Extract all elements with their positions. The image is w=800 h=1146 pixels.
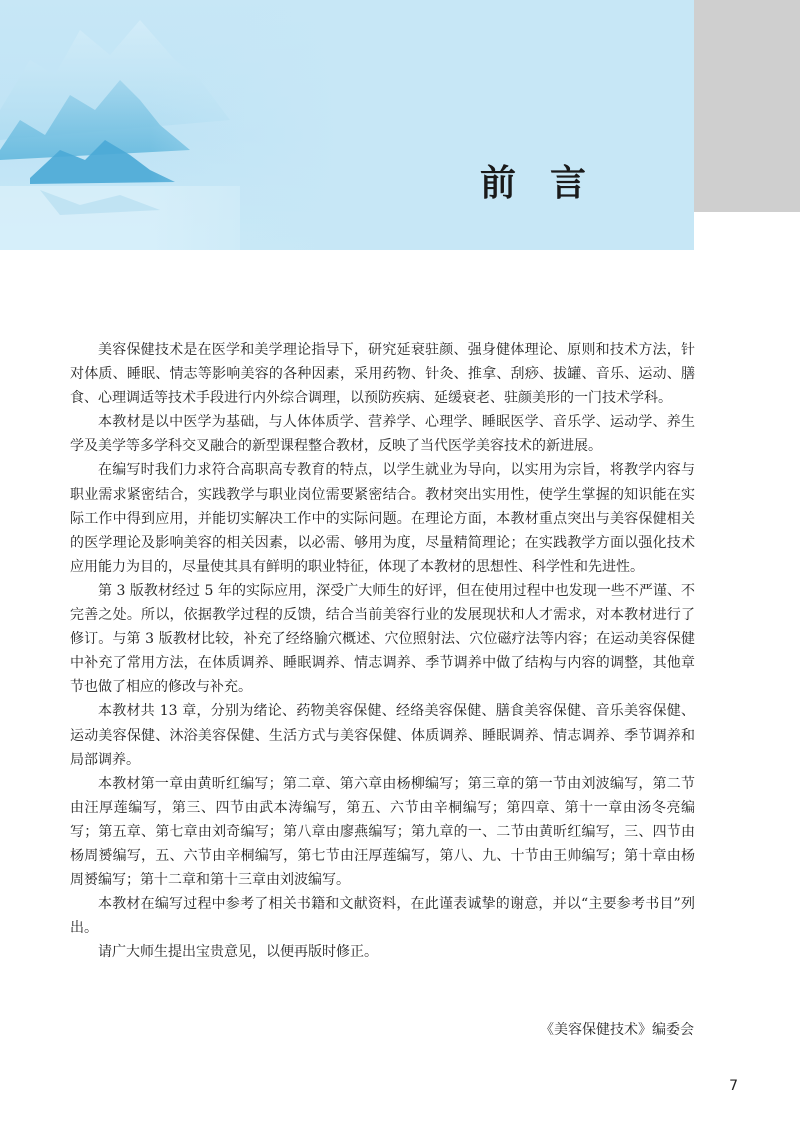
paragraph: 第 3 版教材经过 5 年的实际应用，深受广大师生的好评，但在使用过程中也发现一些不严谨、不完善之处。所以，依据教学过程的反馈，结合当前美容行业的发展现状和人才需求，对本教材进行了修订。与第 3 版教材比较，补充了经络腧穴概述、穴位照射法、穴位磁疗法等内容；在运动美容保健中补充了常用方法，在体质调养、睡眠调养、情志调养、季节调养中做了结构与内容的调整，其他章节也做了相应的修改与补充。 bbox=[70, 582, 695, 696]
paragraph: 本教材第一章由黄昕红编写；第二章、第六章由杨柳编写；第三章的第一节由刘波编写，第二节由汪厚莲编写，第三、四节由武本涛编写，第五、六节由辛桐编写；第四章、第十一章由汤冬亮编写；第五章、第七章由刘奇编写；第八章由廖燕编写；第九章的一、二节由黄昕红编写，三、四节由杨周赟编写，五、六节由辛桐编写，第七节由汪厚莲编写，第八、九、十节由王帅编写；第十章由杨周赟编写；第十二章和第十三章由刘波编写。 bbox=[70, 775, 695, 889]
header-banner bbox=[0, 0, 694, 250]
page-number: 7 bbox=[729, 1078, 738, 1094]
paragraph: 本教材在编写过程中参考了相关书籍和文献资料，在此谨表诚挚的谢意，并以“主要参考书目”列出。 bbox=[70, 896, 695, 937]
page-title: 前言 bbox=[480, 162, 621, 204]
paragraph: 本教材是以中医学为基础，与人体体质学、营养学、心理学、睡眠医学、音乐学、运动学、养生学及美学等多学科交叉融合的新型课程整合教材，反映了当代医学美容技术的新进展。 bbox=[70, 414, 695, 455]
mountain-landscape-image bbox=[0, 0, 694, 250]
gray-corner-tab bbox=[694, 0, 800, 212]
paragraph: 在编写时我们力求符合高职高专教育的特点，以学生就业为导向，以实用为宗旨，将教学内容与职业需求紧密结合，实践教学与职业岗位需要紧密结合。教材突出实用性，使学生掌握的知识能在实际工作中得到应用，并能切实解决工作中的实际问题。在理论方面，本教材重点突出与美容保健相关的医学理论及影响美容的相关因素，以必需、够用为度，尽量精简理论；在实践教学方面以强化技术应用能力为目的，尽量使其具有鲜明的职业特征，体现了本教材的思想性、科学性和先进性。 bbox=[70, 462, 695, 575]
paragraph: 本教材共 13 章，分别为绪论、药物美容保健、经络美容保健、膳食美容保健、音乐美容保健、运动美容保健、沐浴美容保健、生活方式与美容保健、体质调养、睡眠调养、情志调养、季节调养和局部调养。 bbox=[70, 703, 695, 768]
editorial-board-signature: 《美容保健技术》编委会 bbox=[540, 1022, 694, 1038]
preface-body bbox=[70, 338, 695, 964]
paragraph: 请广大师生提出宝贵意见，以便再版时修正。 bbox=[98, 944, 378, 961]
paragraph: 美容保健技术是在医学和美学理论指导下，研究延衰驻颜、强身健体理论、原则和技术方法，针对体质、睡眠、情志等影响美容的各种因素，采用药物、针灸、推拿、刮痧、拔罐、音乐、运动、膳食、心理调适等技术手段进行内外综合调理，以预防疾病、延缓衰老、驻颜美形的一门技术学科。 bbox=[70, 342, 695, 407]
